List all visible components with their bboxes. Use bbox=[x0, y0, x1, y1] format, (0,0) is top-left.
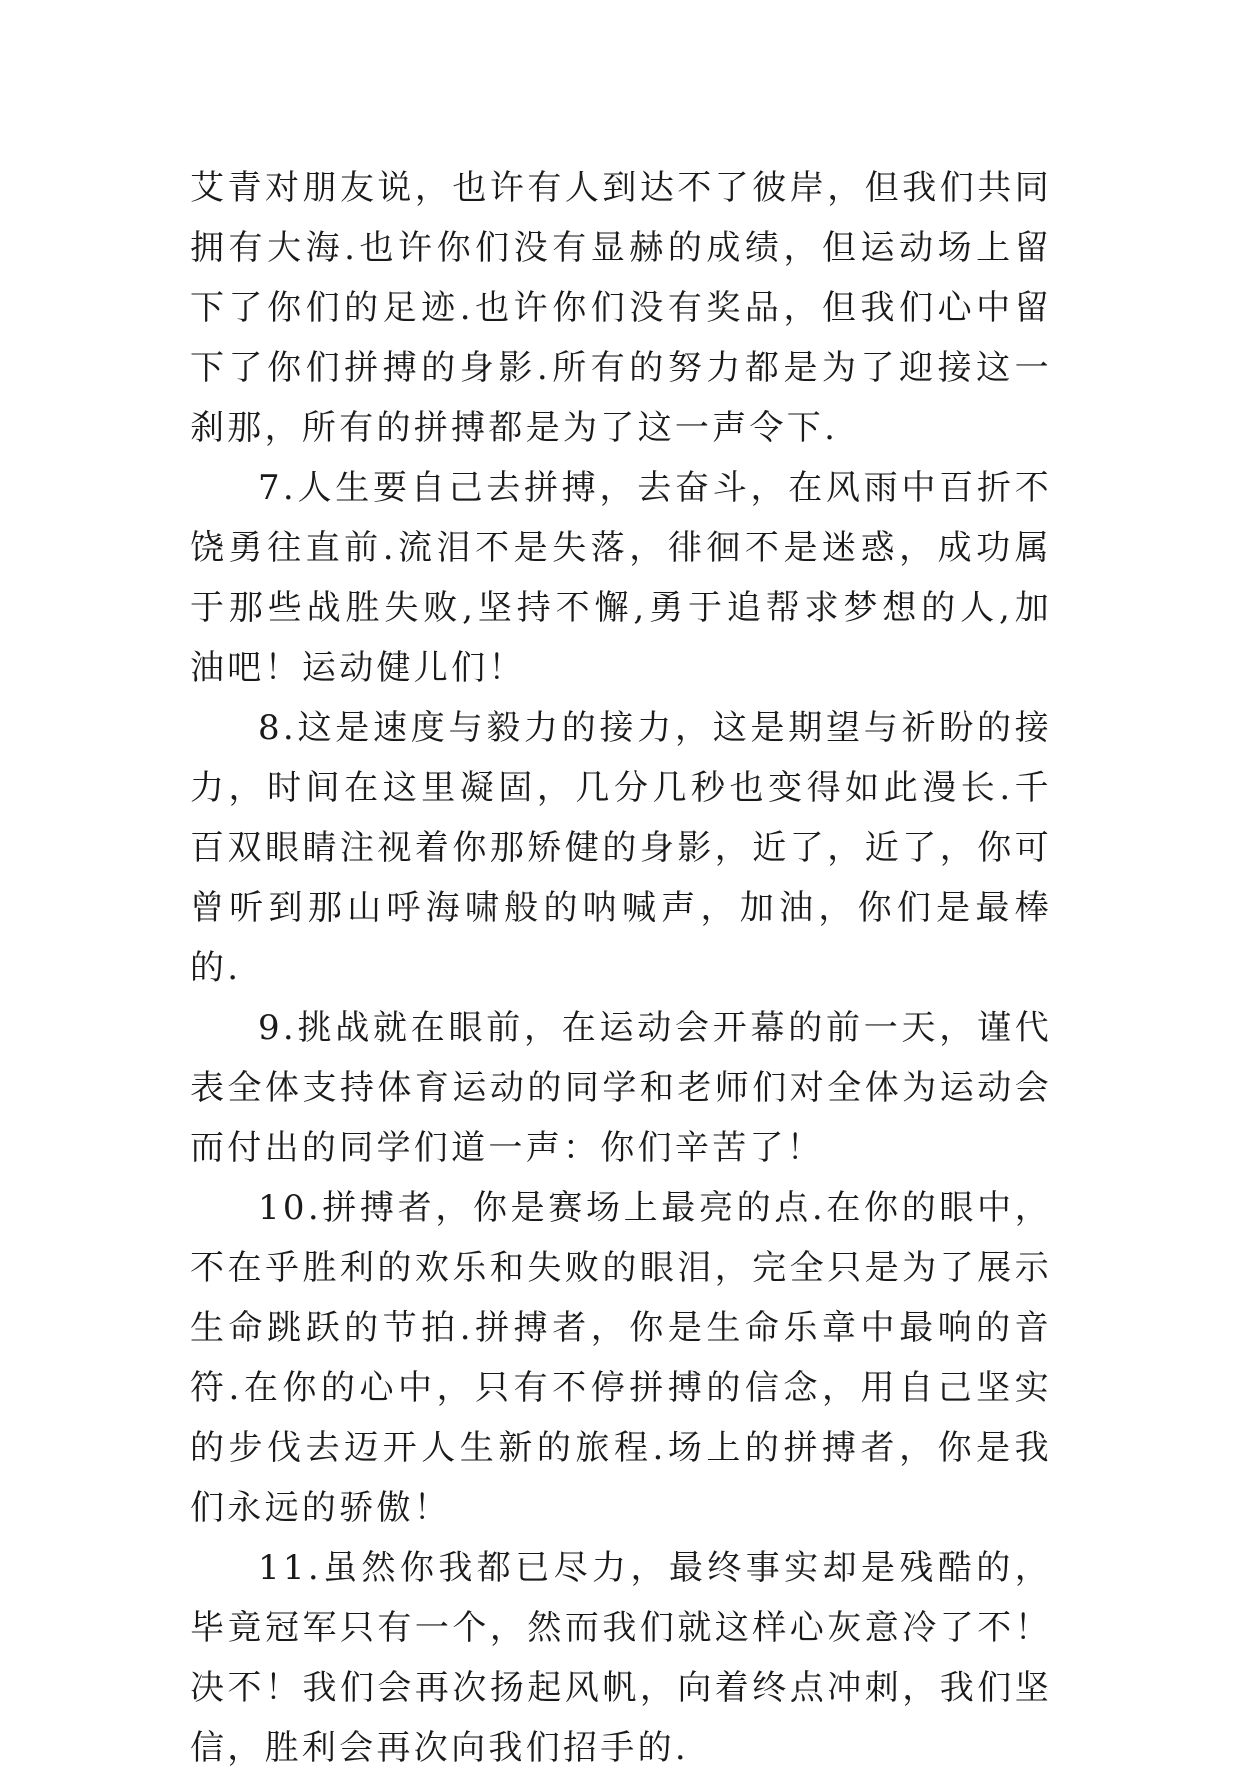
paragraph-item-7: 7.人生要自己去拼搏，去奋斗，在风雨中百折不饶勇往直前.流泪不是失落，徘徊不是迷惑，成功属于那些战胜失败,坚持不懈,勇于追帮求梦想的人,加油吧！运动健儿们！ bbox=[190, 468, 1052, 688]
paragraph-item-8: 8.这是速度与毅力的接力，这是期望与祈盼的接力，时间在这里凝固，几分几秒也变得如此漫长.千百双眼睛注视着你那矫健的身影，近了，近了，你可曾听到那山呼海啸般的呐喊声，加油，你们是最棒的. bbox=[190, 708, 1052, 988]
document-body bbox=[190, 158, 1052, 1778]
paragraph-intro: 艾青对朋友说，也许有人到达不了彼岸，但我们共同拥有大海.也许你们没有显赫的成绩，但运动场上留下了你们的足迹.也许你们没有奖品，但我们心中留下了你们拼搏的身影.所有的努力都是为了迎接这一刹那，所有的拼搏都是为了这一声令下. bbox=[190, 168, 1052, 448]
paragraph-item-9: 9.挑战就在眼前，在运动会开幕的前一天，谨代表全体支持体育运动的同学和老师们对全体为运动会而付出的同学们道一声：你们辛苦了！ bbox=[190, 1008, 1052, 1168]
paragraph-item-11: 11.虽然你我都已尽力，最终事实却是残酷的，毕竟冠军只有一个，然而我们就这样心灰意冷了不！决不！我们会再次扬起风帆，向着终点冲刺，我们坚信，胜利会再次向我们招手的. bbox=[190, 1548, 1052, 1768]
paragraph-item-10: 10.拼搏者，你是赛场上最亮的点.在你的眼中，不在乎胜利的欢乐和失败的眼泪，完全只是为了展示生命跳跃的节拍.拼搏者，你是生命乐章中最响的音符.在你的心中，只有不停拼搏的信念，用自己坚实的步伐去迈开人生新的旅程.场上的拼搏者，你是我们永远的骄傲！ bbox=[190, 1188, 1052, 1528]
